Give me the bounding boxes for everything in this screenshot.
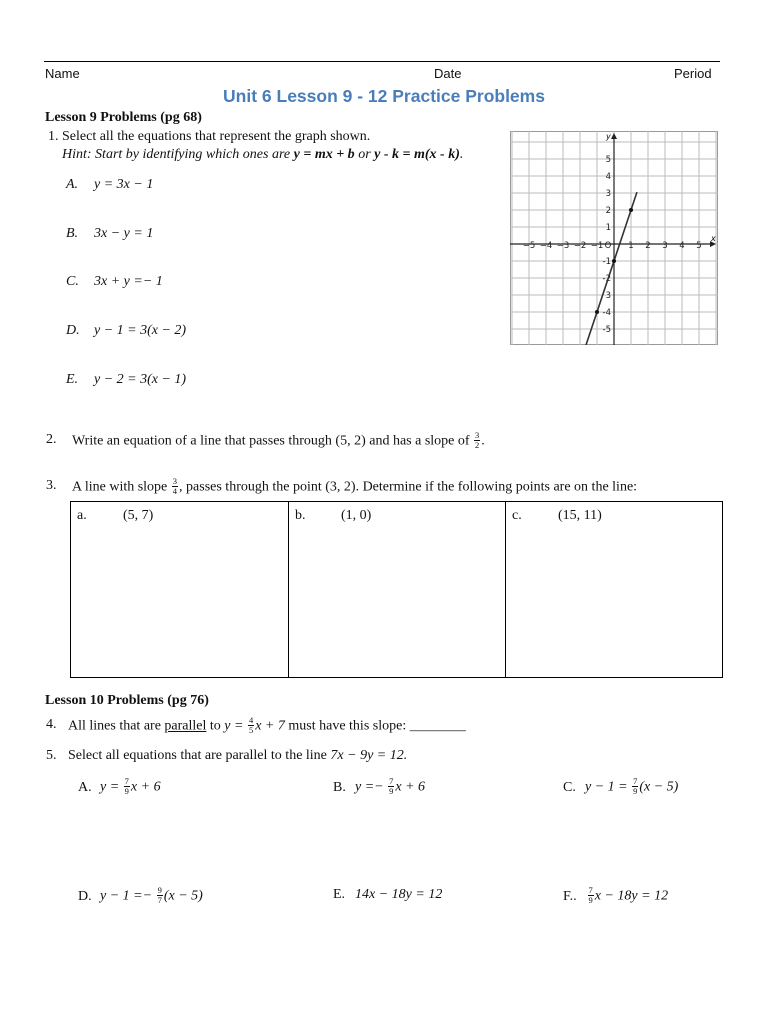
q1-option-d[interactable] xyxy=(66,323,186,339)
x-tick-label: 3 xyxy=(662,241,668,251)
cell-point: (15, 11) xyxy=(558,508,602,523)
graph-tick-labels xyxy=(523,132,716,335)
coordinate-graph xyxy=(510,131,718,345)
marked-point xyxy=(612,259,616,263)
q5-number: 5. xyxy=(46,748,57,763)
frac-num: 4 xyxy=(248,715,254,725)
option-pre: y − 1 =− xyxy=(100,888,153,904)
q5-option-c[interactable] xyxy=(563,778,678,797)
y-axis-label: y xyxy=(606,132,611,141)
option-eq: y − 1 = 3(x − 2) xyxy=(94,323,187,338)
cell-point: (1, 0) xyxy=(341,508,372,523)
hint-end: . xyxy=(459,147,464,162)
option-fraction xyxy=(157,886,163,905)
option-letter: D. xyxy=(78,888,92,904)
q2-slope-fraction xyxy=(474,431,480,450)
q1-text: 1. Select all the equations that represent the graph shown. xyxy=(48,129,371,144)
q2-number: 2. xyxy=(46,432,57,447)
q3-text-end: , passes through the point (3, 2). Determine if the following points are on the line: xyxy=(179,479,638,495)
q4-fraction xyxy=(248,716,254,735)
option-eq: y − 2 = 3(x − 1) xyxy=(94,372,187,387)
q5-option-d[interactable] xyxy=(78,887,203,906)
q4-text-start: All lines that are xyxy=(68,718,161,734)
y-tick-label: 5 xyxy=(605,155,611,165)
frac-den: 9 xyxy=(124,786,129,796)
graph-line xyxy=(585,192,637,345)
frac-den: 9 xyxy=(588,895,593,905)
date-label: Date xyxy=(434,66,462,81)
y-tick-label: 1 xyxy=(605,223,611,233)
x-tick-label: 4 xyxy=(679,241,685,251)
frac-num: 7 xyxy=(389,776,394,786)
x-axis-label: x xyxy=(711,234,716,243)
option-post: (x − 5) xyxy=(639,779,679,795)
q3-question xyxy=(72,478,637,497)
option-pre: y − 1 = xyxy=(585,779,628,795)
frac-num: 3 xyxy=(475,430,480,440)
cell-label: a. xyxy=(77,508,87,523)
frac-den: 7 xyxy=(157,895,162,905)
frac-den: 9 xyxy=(389,786,394,796)
frac-num: 9 xyxy=(157,885,162,895)
option-post: x + 6 xyxy=(395,779,426,795)
q5-eq: 7x − 9y = 12. xyxy=(330,748,408,763)
q5-option-a[interactable] xyxy=(78,778,161,797)
frac-den: 4 xyxy=(172,486,178,496)
frac-num: 7 xyxy=(633,776,638,786)
cell-point: (5, 7) xyxy=(123,508,154,523)
frac-den: 5 xyxy=(248,725,254,735)
q3-cell-b[interactable] xyxy=(289,502,506,677)
q3-answer-table xyxy=(70,501,723,678)
option-letter: E. xyxy=(66,372,79,387)
frac-num: 3 xyxy=(172,476,178,486)
q3-text-start: A line with slope xyxy=(72,479,168,495)
x-tick-label: −4 xyxy=(539,241,553,251)
option-eq: y = 3x − 1 xyxy=(94,177,154,192)
q5-text: Select all equations that are parallel to the line xyxy=(68,748,327,763)
marked-point xyxy=(595,310,599,314)
x-tick-label: −3 xyxy=(556,241,570,251)
q2-end: . xyxy=(481,433,485,449)
q4-question xyxy=(68,717,466,736)
q5-option-f[interactable] xyxy=(563,887,668,906)
y-tick-label: 3 xyxy=(605,189,611,199)
q4-underlined: parallel xyxy=(164,718,207,734)
option-letter: C. xyxy=(563,779,576,795)
option-fraction xyxy=(124,777,130,796)
option-pre: 14x − 18y = 12 xyxy=(355,887,443,902)
option-letter: E. xyxy=(333,887,346,902)
option-letter: D. xyxy=(66,323,80,338)
hint-or: or xyxy=(354,147,375,162)
option-letter: F.. xyxy=(563,888,577,904)
hint-form2: y - k = m(x - k) xyxy=(374,147,460,162)
option-eq: 3x + y =− 1 xyxy=(94,274,163,289)
plotted-line xyxy=(585,192,637,345)
y-tick-label: 2 xyxy=(605,206,611,216)
q1-option-e[interactable] xyxy=(66,372,186,388)
q4-text-end[interactable]: must have this slope: ________ xyxy=(288,718,466,734)
q5-question xyxy=(68,748,407,764)
q3-cell-c[interactable] xyxy=(506,502,722,677)
option-letter: A. xyxy=(66,177,79,192)
marked-point xyxy=(629,208,633,212)
frac-den: 9 xyxy=(633,786,638,796)
q5-option-b[interactable] xyxy=(333,778,425,797)
x-tick-label: 5 xyxy=(696,241,702,251)
q4-eq-start: y = xyxy=(224,718,244,734)
x-tick-label: −2 xyxy=(573,241,587,251)
q1-option-b[interactable] xyxy=(66,226,153,242)
frac-num: 7 xyxy=(124,776,129,786)
hint-prefix: Hint: Start by identifying which ones are xyxy=(62,147,294,162)
option-letter: B. xyxy=(333,779,346,795)
option-fraction xyxy=(588,886,594,905)
lesson9-heading: Lesson 9 Problems (pg 68) xyxy=(45,110,202,125)
option-eq: 3x − y = 1 xyxy=(94,226,154,241)
y-axis-arrow xyxy=(611,133,617,139)
option-fraction xyxy=(388,777,394,796)
name-label: Name xyxy=(45,66,80,81)
y-tick-label: -1 xyxy=(602,257,611,267)
lesson10-heading: Lesson 10 Problems (pg 76) xyxy=(45,693,209,708)
page-title: Unit 6 Lesson 9 - 12 Practice Problems xyxy=(223,86,545,106)
x-tick-label: O xyxy=(604,241,612,251)
y-tick-label: 3 xyxy=(605,291,611,301)
q1-option-a[interactable] xyxy=(66,177,153,193)
cell-label: c. xyxy=(512,508,522,523)
q3-number: 3. xyxy=(46,478,57,493)
q1-option-c[interactable] xyxy=(66,274,163,290)
q1-hint xyxy=(62,147,463,163)
q2-question xyxy=(72,432,485,451)
option-pre: y =− xyxy=(355,779,384,795)
x-tick-label: 2 xyxy=(645,241,651,251)
x-tick-label: 1 xyxy=(628,241,634,251)
option-post: (x − 5) xyxy=(163,888,203,904)
frac-num: 7 xyxy=(588,885,593,895)
x-tick-label: −5 xyxy=(522,241,536,251)
x-tick-label: −1 xyxy=(590,241,604,251)
cell-label: b. xyxy=(295,508,306,523)
y-tick-label: 4 xyxy=(605,172,611,182)
period-label: Period xyxy=(674,66,712,81)
option-letter: C. xyxy=(66,274,79,289)
y-tick-label: -2 xyxy=(602,274,611,284)
q4-eq-end: x + 7 xyxy=(255,718,285,734)
q3-slope-fraction xyxy=(172,477,178,496)
q4-text-mid: to xyxy=(209,718,221,734)
q5-option-e[interactable] xyxy=(333,887,442,903)
option-pre: y = xyxy=(100,779,120,795)
option-post: x + 6 xyxy=(130,779,161,795)
q4-number: 4. xyxy=(46,717,57,732)
option-letter: A. xyxy=(78,779,92,795)
option-letter: B. xyxy=(66,226,79,241)
option-fraction xyxy=(632,777,638,796)
y-tick-label: -4 xyxy=(602,308,611,318)
y-tick-label: -5 xyxy=(602,325,611,335)
q2-text: Write an equation of a line that passes through (5, 2) and has a slope of xyxy=(72,433,470,449)
hint-form1: y = mx + b xyxy=(293,147,355,162)
option-post: x − 18y = 12 xyxy=(594,888,669,904)
graph-axes xyxy=(510,133,716,345)
q3-cell-a[interactable] xyxy=(71,502,289,677)
frac-den: 2 xyxy=(475,440,480,450)
header-rule xyxy=(44,61,720,62)
